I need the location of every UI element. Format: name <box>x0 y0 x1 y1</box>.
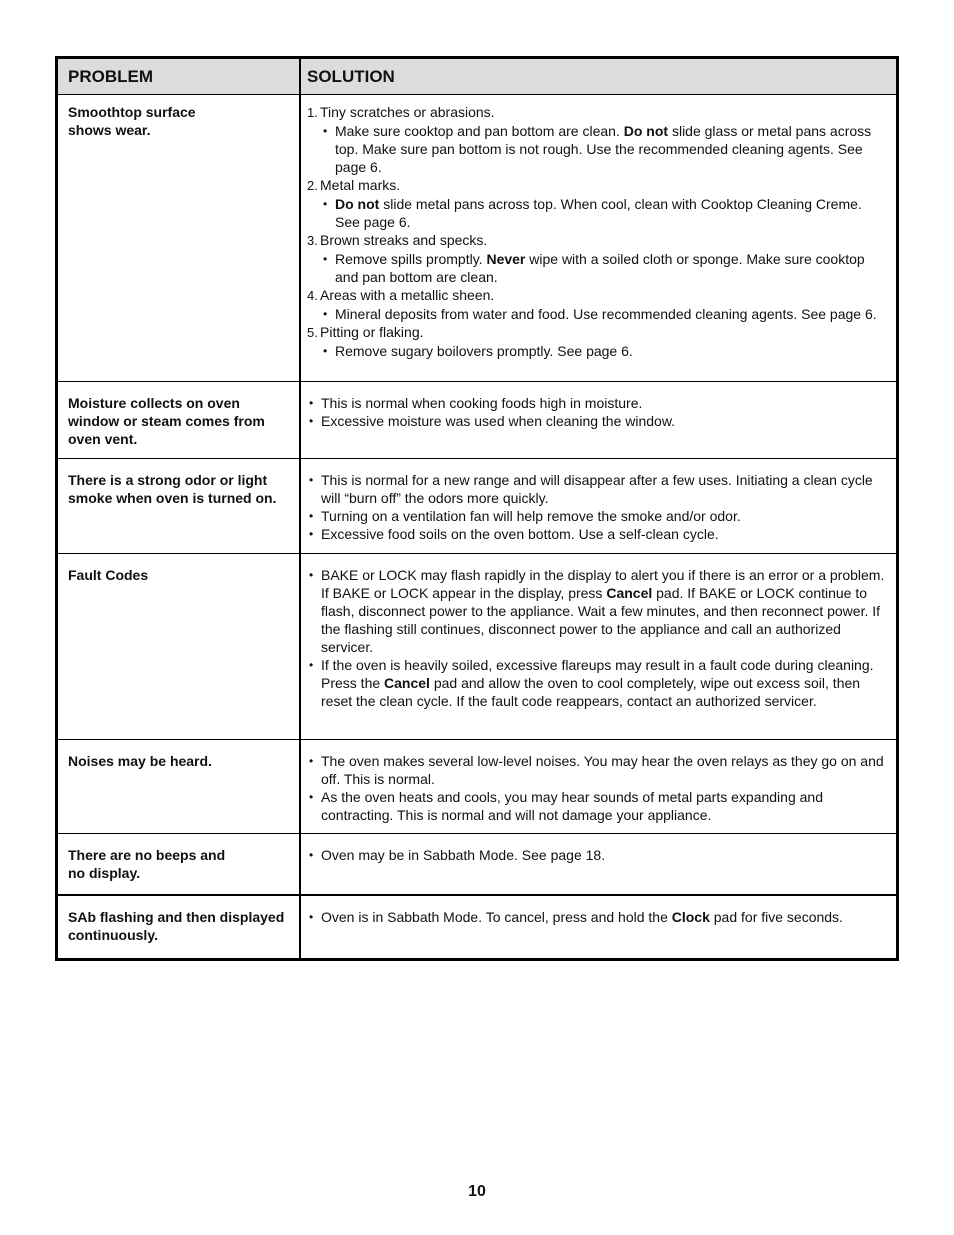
problem-cell: Moisture collects on oven window or steam comes from oven vent. <box>58 382 301 458</box>
numbered-item: 3. Brown streaks and specks. <box>307 232 488 248</box>
problem-text: There are no beeps and <box>68 847 226 863</box>
problem-column-header: PROBLEM <box>58 59 301 94</box>
problem-cell <box>58 834 301 894</box>
numbered-item: 1. Tiny scratches or abrasions. <box>307 104 495 120</box>
problem-text: no display. <box>68 865 141 881</box>
bullet-item: • Turning on a ventilation fan will help remove the smoke and/or odor. <box>307 507 886 525</box>
bullet-item: • This is normal for a new range and will disappear after a few uses. Initiating a clean cycle will “burn off” the odors more quickly. <box>307 471 886 507</box>
table-row-noises <box>58 740 896 834</box>
table-row-moisture <box>58 382 896 459</box>
problem-text: shows wear. <box>68 122 151 138</box>
bullet-item: • Remove sugary boilovers promptly. See page 6. <box>307 342 886 360</box>
solution-cell <box>301 740 896 833</box>
bullet-item: • This is normal when cooking foods high in moisture. <box>307 394 886 412</box>
bullet-item: • Oven is in Sabbath Mode. To cancel, press and hold the Clock pad for five seconds. <box>307 908 886 926</box>
page-number: 10 <box>468 1183 486 1200</box>
bullet-item: • Do not slide metal pans across top. When cool, clean with Cooktop Cleaning Creme. See page 6. <box>307 195 886 231</box>
bullet-item: • BAKE or LOCK may flash rapidly in the display to alert you if there is an error or a problem. If BAKE or LOCK appear in the display, press Cancel pad. If BAKE or LOCK continue to flash, disconnect power to the appliance. Wait a few minutes, and then reconnect power. If the flashing still continues, disconnect power to the appliance and call an authorized servicer. <box>307 566 886 656</box>
table-row-no-beeps <box>58 834 896 896</box>
table-row-fault-codes <box>58 554 896 740</box>
solution-cell <box>301 459 896 553</box>
bullet-item: • Excessive food soils on the oven bottom. Use a self-clean cycle. <box>307 525 886 543</box>
numbered-item: 2. Metal marks. <box>307 177 401 193</box>
bullet-item: • Oven may be in Sabbath Mode. See page 18. <box>307 846 886 864</box>
solution-cell <box>301 834 896 894</box>
bullet-item: • The oven makes several low-level noises. You may hear the oven relays as they go on and off. This is normal. <box>307 752 886 788</box>
solution-cell <box>301 554 896 739</box>
solution-cell <box>301 382 896 458</box>
solution-column-header: SOLUTION <box>307 67 395 86</box>
problem-cell: Fault Codes <box>58 554 301 739</box>
table-header <box>58 59 896 95</box>
bullet-item: • Excessive moisture was used when cleaning the window. <box>307 412 886 430</box>
problem-cell <box>58 95 301 381</box>
table-row-odor <box>58 459 896 554</box>
problem-text: Smoothtop surface <box>68 104 196 120</box>
troubleshooting-table <box>55 56 899 961</box>
problem-cell: SAb flashing and then displayed continuously. <box>58 896 301 958</box>
bullet-item: • As the oven heats and cools, you may hear sounds of metal parts expanding and contracting. This is normal and will not damage your appliance. <box>307 788 886 824</box>
solution-cell <box>301 896 896 958</box>
table-row-sabbath <box>58 896 896 958</box>
numbered-item: 5. Pitting or flaking. <box>307 324 424 340</box>
table-row-smoothtop <box>58 95 896 382</box>
solution-cell <box>301 95 896 381</box>
problem-cell: Noises may be heard. <box>58 740 301 833</box>
problem-cell: There is a strong odor or light smoke when oven is turned on. <box>58 459 301 553</box>
bullet-item: • Remove spills promptly. Never wipe with a soiled cloth or sponge. Make sure cooktop and pan bottom are clean. <box>307 250 886 286</box>
bullet-item: • If the oven is heavily soiled, excessive flareups may result in a fault code during cleaning. Press the Cancel pad and allow the oven to cool completely, wipe out excess soil, then reset the clean cycle. If the fault code reappears, contact an authorized servicer. <box>307 656 886 710</box>
bullet-item: • Mineral deposits from water and food. Use recommended cleaning agents. See page 6. <box>307 305 886 323</box>
numbered-item: 4. Areas with a metallic sheen. <box>307 287 495 303</box>
bullet-item: • Make sure cooktop and pan bottom are clean. Do not slide glass or metal pans across top. Make sure pan bottom is not rough. Use the recommended cleaning agents. See page 6. <box>307 122 886 176</box>
